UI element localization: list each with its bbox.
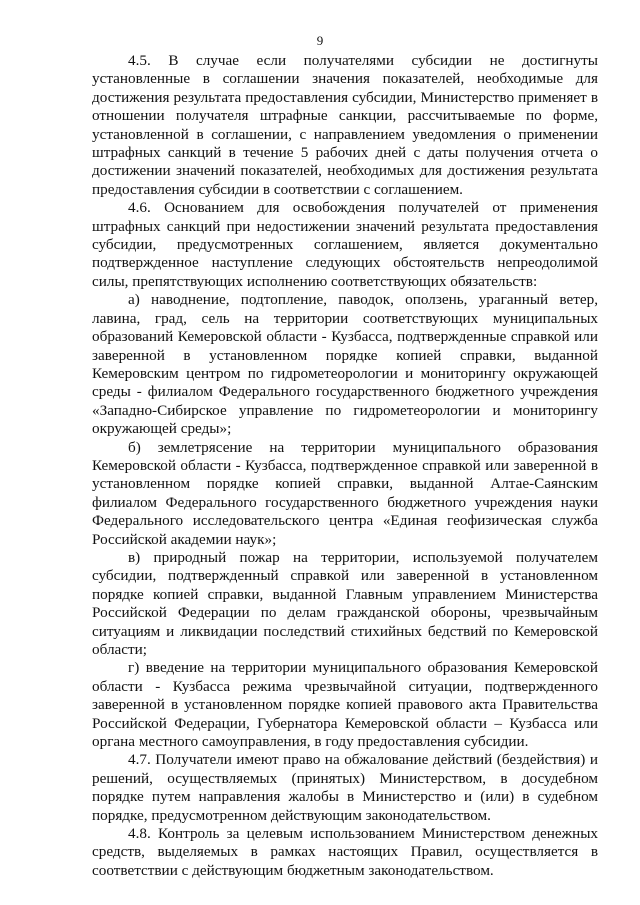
paragraph-4-6-b: б) землетрясение на территории муниципального образования Кемеровской области - Кузбасса, подтвержденное справкой или заверенной в установленном порядке копией справки, выданной Алтае-Саянским филиалом Федерального государственного бюджетного учреждения науки Федерального исследовательского центра «Единая геофизическая служба Российской академии наук»; <box>92 438 598 548</box>
paragraph-4-7: 4.7. Получатели имеют право на обжалование действий (бездействия) и решений, осуществляемых (принятых) Министерством, в досудебном порядке путем направления жалобы в Министерство и (или) в судебном порядке, предусмотренном действующим законодательством. <box>92 751 598 824</box>
paragraph-4-6: 4.6. Основанием для освобождения получателей от применения штрафных санкций при недостижении значений результата предоставления субсидии, предусмотренных соглашением, является документально подтвержденное наступление следующих обстоятельств непреодолимой силы, препятствующих исполнению соответствующих обязательств: <box>92 199 598 290</box>
paragraph-4-6-v: в) природный пожар на территории, используемой получателем субсидии, подтвержденный справкой или заверенной в установленном порядке копией справки, выданной Главным управлением Министерства Российской Федерации по делам гражданской обороны, чрезвычайным ситуациям и ликвидации последствий стихийных бедствий по Кемеровской области; <box>92 548 598 658</box>
paragraph-4-6-g: г) введение на территории муниципального образования Кемеровской области - Кузбасса режима чрезвычайной ситуации, подтвержденного заверенной в установленном порядке копией правового акта Правительства Российской Федерации, Губернатора Кемеровской области – Кузбасса или органа местного самоуправления, в году предоставления субсидии. <box>92 659 598 751</box>
page-number: 9 <box>316 33 324 48</box>
paragraph-4-8: 4.8. Контроль за целевым использованием Министерством денежных средств, выделяемых в рамках настоящих Правил, осуществляется в соответствии с действующим бюджетным законодательством. <box>92 825 598 879</box>
paragraph-4-5: 4.5. В случае если получателями субсидии не достигнуты установленные в соглашении значения показателей, необходимые для достижения результата предоставления субсидии, Министерство применяет в отношении получателя штрафные санкции, рассчитываемые по форме, установленной в соглашении, с направлением уведомления о применении штрафных санкций в течение 5 рабочих дней с даты получения отчета о достижении значений показателей, необходимых для достижения результата предоставления субсидии в соответствии с соглашением. <box>92 52 598 198</box>
paragraph-4-6-a: а) наводнение, подтопление, паводок, оползень, ураганный ветер, лавина, град, сель на территории соответствующих муниципальных образований Кемеровской области - Кузбасса, подтвержденные справкой или заверенной в установленном порядке копией справки, выданной Кемеровским центром по гидрометеорологии и мониторингу окружающей среды - филиалом Федерального государственного бюджетного учреждения «Западно-Сибирское управление по гидрометеорологии и мониторингу окружающей среды»; <box>92 291 598 438</box>
